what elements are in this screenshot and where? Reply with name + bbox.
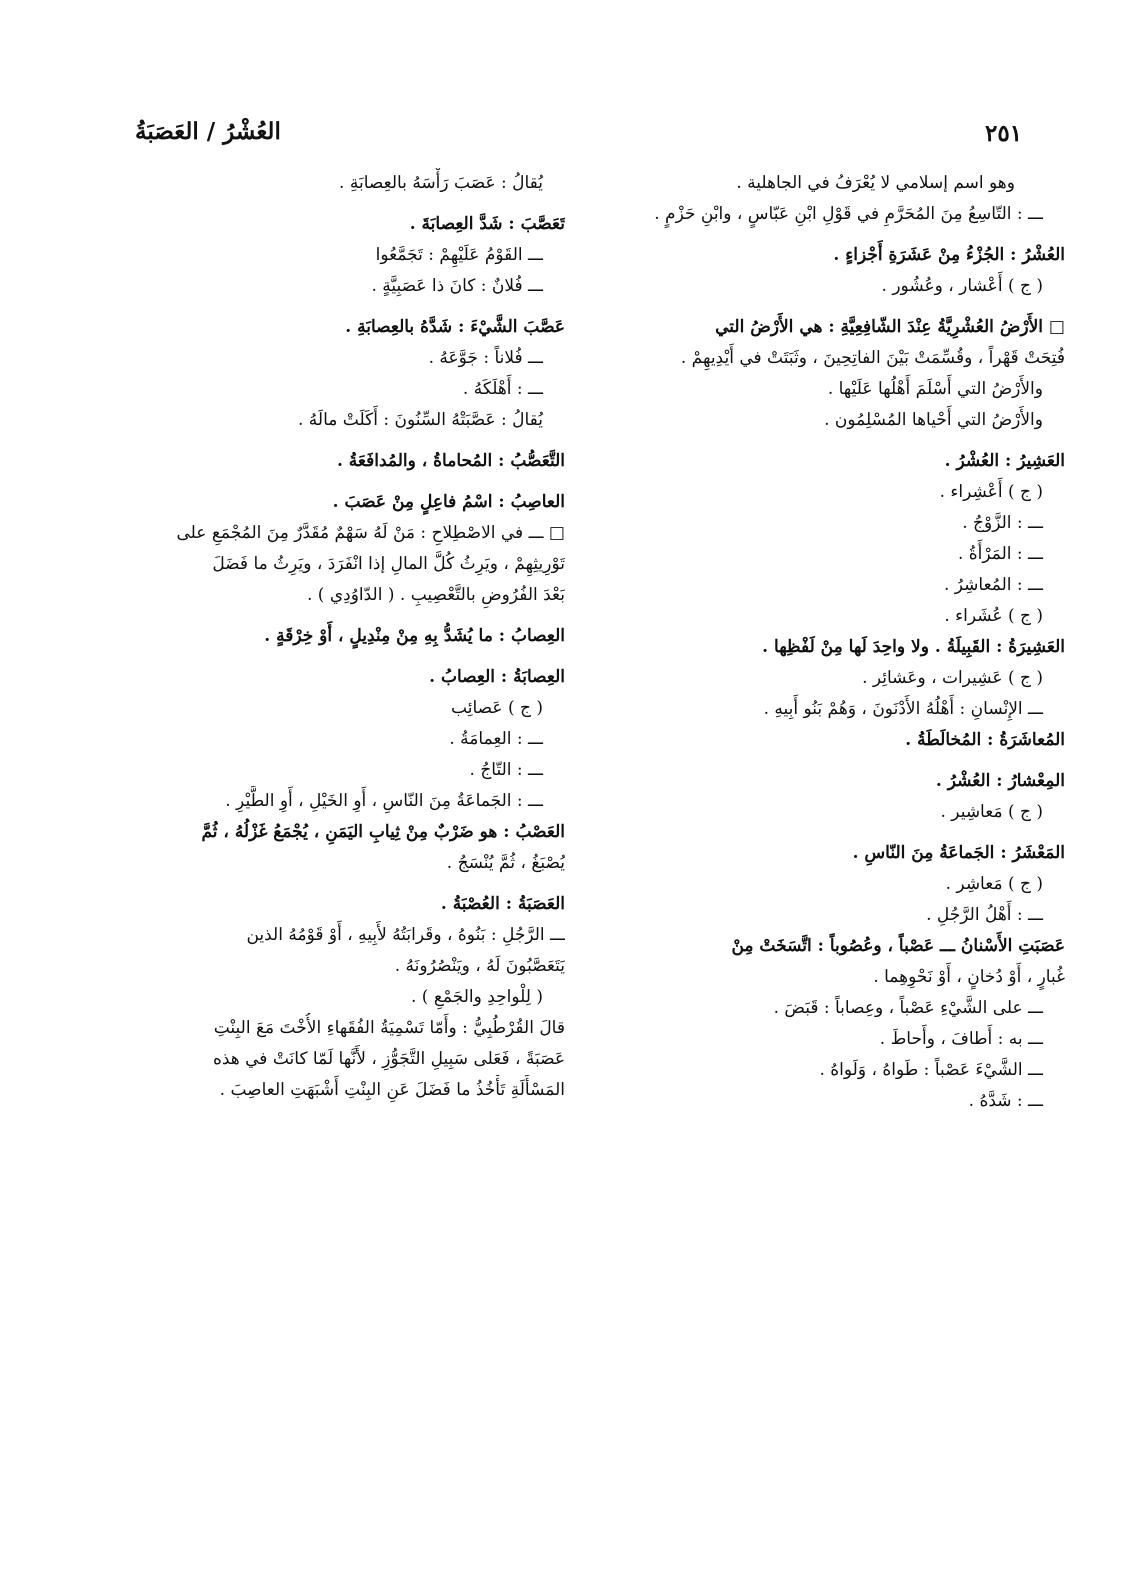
entry-headword-line: العَشِيرَةُ : القَبِيلَةُ . ولا واحِدَ لَها مِنْ لَفْظِها . bbox=[762, 637, 1065, 657]
entry-line: يَتَعَصَّبُونَ لَهُ ، ويَنْصُرُونَهُ . bbox=[394, 956, 565, 976]
entry-line: □ ـــ في الاصْطِلاحِ : مَنْ لَهُ سَهْمٌ مُقَدَّرٌ مِنَ المُجْمَعِ على bbox=[176, 523, 565, 543]
entry-line: ـــ : التّاجُ . bbox=[469, 760, 543, 780]
entry-line: يُصْبَغُ ، ثُمَّ يُنْسَجُ . bbox=[446, 853, 565, 873]
right-column bbox=[610, 168, 1065, 1117]
spacer bbox=[105, 879, 565, 889]
entry-line: ـــ : شَدَّهُ . bbox=[968, 1091, 1043, 1111]
entry-line: يُقالُ : عَصَّبَتْهُ السِّنُونَ : أَكَلَتْ مالَهُ . bbox=[298, 410, 543, 430]
spacer bbox=[610, 230, 1065, 240]
entry-headword-line: العَشِيرُ : العُشْرُ . bbox=[944, 451, 1065, 471]
spacer bbox=[610, 302, 1065, 312]
spacer bbox=[105, 611, 565, 621]
left-column bbox=[105, 168, 565, 1106]
entry-headword-line: المُعاشَرَةُ : المُخالَطَةُ . bbox=[905, 730, 1065, 750]
entry-line: ـــ القَوْمُ عَلَيْهِمْ : تَجَمَّعُوا bbox=[375, 245, 543, 265]
entry-line: ( ج ) أَعْشار ، وعُشُور . bbox=[881, 276, 1043, 296]
entry-headword-line: العاصِبُ : اسْمُ فاعِلٍ مِنْ عَصَبَ . bbox=[332, 492, 565, 512]
entry-line: ـــ : المُعاشِرُ . bbox=[943, 575, 1043, 595]
entry-headword-line: □ الأَرْضُ العُشْرِيَّةُ عِنْدَ الشّافِعِيَّةِ : هي الأَرْضُ التي bbox=[715, 317, 1065, 337]
entry-line: غُبارٍ ، أَوْ دُخانٍ ، أَوْ نَحْوِهِما . bbox=[873, 967, 1065, 987]
entry-line: ـــ فُلانٌ : كانَ ذا عَصَبِيَّةٍ . bbox=[371, 276, 543, 296]
entry-line: ـــ : أَهْلُ الرَّجُلِ . bbox=[926, 905, 1043, 925]
entry-headword-line: العَصْبُ : هو ضَرْبٌ مِنْ ثِيابِ اليَمَنِ ، يُجْمَعُ غَزْلُهُ ، ثُمَّ bbox=[201, 822, 565, 842]
entry-headword-line: المِعْشارُ : العُشْرُ . bbox=[935, 771, 1065, 791]
spacer bbox=[105, 302, 565, 312]
spacer bbox=[105, 477, 565, 487]
entry-line: فُتِحَتْ قَهْراً ، وقُسِّمَتْ بَيْنَ الفاتِحِينَ ، وثَبَتَتْ في أَيْدِيهِمْ . bbox=[680, 348, 1065, 368]
entry-line: والأَرْضُ التي أَحْياها المُسْلِمُون . bbox=[824, 410, 1043, 430]
entry-headword-line: المَعْشَرُ : الجَماعَةُ مِنَ النّاسِ . bbox=[852, 843, 1065, 863]
entry-line: والأَرْضُ التي أَسْلَمَ أَهْلُها عَلَيْها . bbox=[827, 379, 1043, 399]
entry-line: ـــ فُلاناً : جَوَّعَهُ . bbox=[428, 348, 543, 368]
entry-line: ـــ : المَرْأَةُ . bbox=[957, 544, 1043, 564]
entry-line: ( ج ) عَصائِب bbox=[451, 698, 543, 718]
spacer bbox=[105, 436, 565, 446]
entry-headword-line: العَصَبَةُ : العُصْبَةُ . bbox=[440, 894, 565, 914]
entry-line: قالَ القُرْطُبِيُّ : وأَمّا تَسْمِيَةُ الفُقَهاءِ الأُخْتَ مَعَ البِنْتِ bbox=[213, 1018, 565, 1038]
entry-line: ـــ : أَهْلَكَهُ . bbox=[462, 379, 543, 399]
spacer bbox=[105, 199, 565, 209]
entry-line: وهو اسم إسلامي لا يُعْرَفُ في الجاهلية . bbox=[736, 173, 1015, 193]
spacer bbox=[105, 652, 565, 662]
entry-line: تَوْرِيثِهِمْ ، ويَرِثُ كُلَّ المالِ إذا انْفَرَدَ ، ويَرِثُ ما فَضَلَ bbox=[212, 554, 565, 574]
entry-headword-line: عَصَبَتِ الأَسْنانُ ـــ عَصْباً ، وعُصُوباً : اتَّسَخَتْ مِنْ bbox=[731, 936, 1065, 956]
entry-line: ـــ الرَّجُلِ : بَنُوهُ ، وقَرابَتُهُ لأَبِيهِ ، أَوْ قَوْمُهُ الذين bbox=[246, 925, 565, 945]
entry-line: ـــ الإِنْسانِ : أَهْلُهُ الأَدْنَونَ ، وَهُمْ بَنُو أَبِيهِ . bbox=[763, 699, 1043, 719]
entry-line: ـــ به : أَطافَ ، وأَحاطَ . bbox=[879, 1029, 1043, 1049]
entry-line: ( ج ) مَعاشِير . bbox=[940, 802, 1043, 822]
spacer bbox=[610, 436, 1065, 446]
entry-headword-line: عَصَّبَ الشَّيْءَ : شَدَّهُ بالعِصابَةِ . bbox=[345, 317, 565, 337]
entry-line: عَصَبَةً ، فَعَلى سَبِيلِ التَّجَوُّزِ ، لأَنَّها لَمّا كانَتْ في هذه bbox=[212, 1049, 565, 1069]
entry-line: بَعْدَ الفُرُوضِ بالتَّعْصِيبِ . ( الدّاوُدِي ) . bbox=[306, 585, 565, 605]
entry-headword-line: العِصابَةُ : العِصابُ . bbox=[429, 667, 565, 687]
entry-line: ـــ الشَّيْءَ عَصْباً : طَواهُ ، وَلَواهُ . bbox=[819, 1060, 1043, 1080]
entry-headword-line: تَعَصَّبَ : شَدَّ العِصابَةَ . bbox=[409, 214, 565, 234]
entry-line: ( ج ) مَعاشِر . bbox=[945, 874, 1043, 894]
entry-line: المَسْأَلَةِ تَأْخُذُ ما فَضَلَ عَنِ البِنْتِ أَشْبَهَتِ العاصِبَ . bbox=[219, 1080, 565, 1100]
entry-line: ـــ : التّاسِعُ مِنَ المُحَرَّمِ في قَوْلِ ابْنِ عَبّاسٍ ، وابْنِ حَزْمٍ . bbox=[654, 204, 1043, 224]
entry-headword-line: التَّعَصُّبُ : المُحاماةُ ، والمُدافَعَةُ . bbox=[336, 451, 565, 471]
entry-headword-line: العِصابُ : ما يُشَدُّ بِهِ مِنْ مِنْدِيلٍ ، أَوْ خِرْقَةٍ . bbox=[264, 626, 565, 646]
entry-line: ـــ : العِمامَةُ . bbox=[449, 729, 543, 749]
entry-line: يُقالُ : عَصَبَ رَأْسَهُ بالعِصابَةِ . bbox=[339, 173, 543, 193]
running-head: العُشْرُ / العَصَبَةُ bbox=[135, 118, 281, 145]
entry-line: ( ج ) أَعْشِراء . bbox=[939, 482, 1043, 502]
entry-line: ـــ : الزَّوْجُ . bbox=[962, 513, 1043, 533]
entry-line: ( لِلْواحِدِ والجَمْعِ ) . bbox=[411, 987, 543, 1007]
spacer bbox=[610, 756, 1065, 766]
entry-headword-line: العُشْرُ : الجُزْءُ مِنْ عَشَرَةِ أَجْزاءٍ . bbox=[833, 245, 1065, 265]
entry-line: ـــ على الشَّيْءِ عَصْباً ، وعِصاباً : قَبَضَ . bbox=[773, 998, 1043, 1018]
entry-line: ( ج ) عَشِيرات ، وعَشائِر . bbox=[862, 668, 1043, 688]
spacer bbox=[610, 828, 1065, 838]
entry-line: ـــ : الجَماعَةُ مِنَ النّاسِ ، أَوِ الخَيْلِ ، أَوِ الطَّيْرِ . bbox=[225, 791, 543, 811]
page-number: ٢٥١ bbox=[985, 120, 1023, 147]
entry-line: ( ج ) عُشَراء . bbox=[944, 606, 1043, 626]
